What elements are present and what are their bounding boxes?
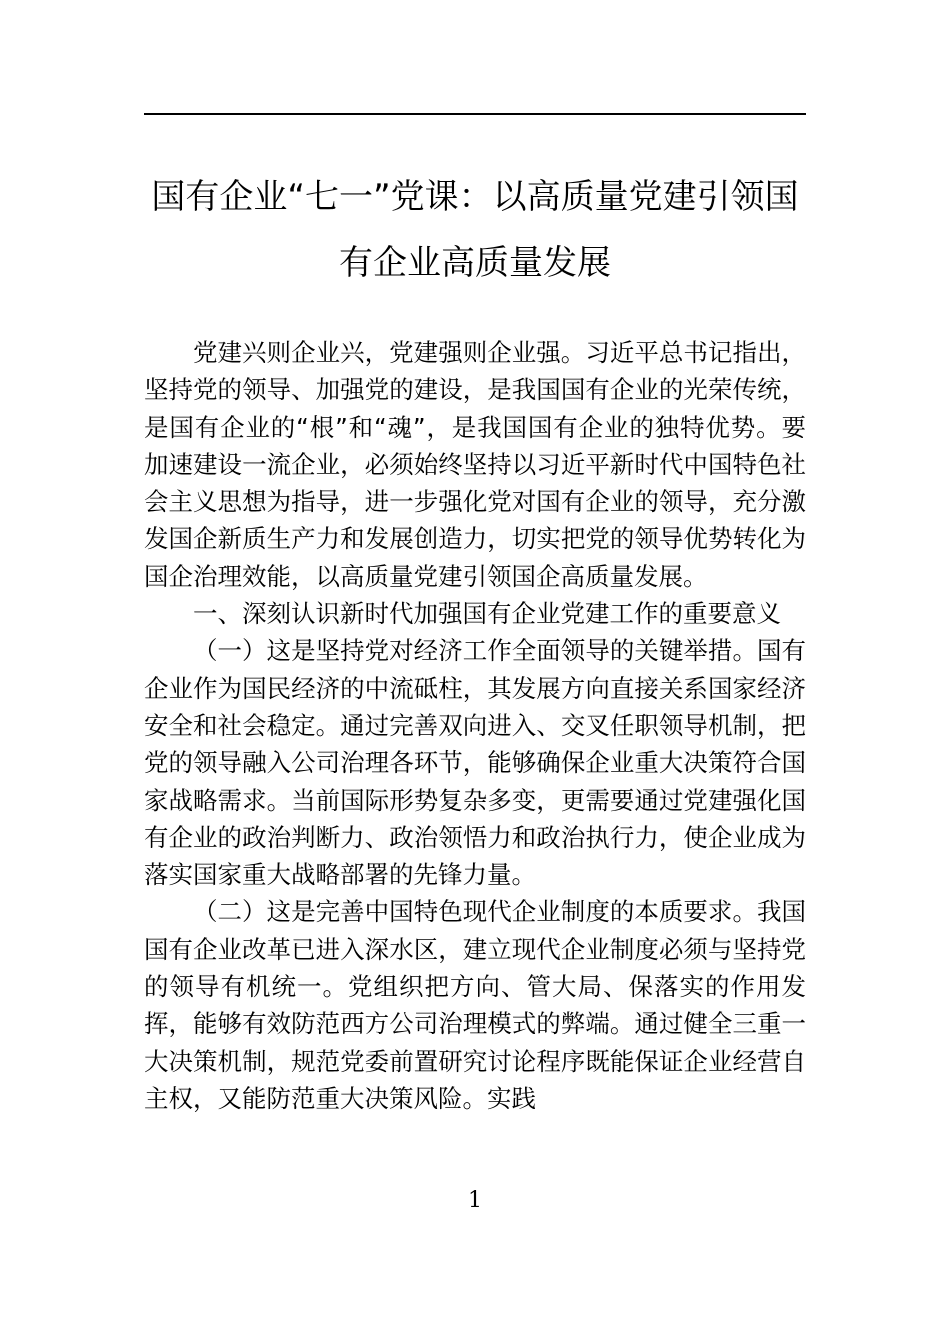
intro-paragraph: 党建兴则企业兴，党建强则企业强。习近平总书记指出，坚持党的领导、加强党的建设，是我国国有企业的光荣传统，是国有企业的“根”和“魂”，是我国国有企业的独特优势。要加速建设一流企业，必须始终坚持以习近平新时代中国特色社会主义思想为指导，进一步强化党对国有企业的领导，充分激发国企新质生产力和发展创造力，切实把党的领导优势转化为国企治理效能，以高质量党建引领国企高质量发展。 [144, 338, 806, 591]
document-body [144, 334, 806, 1117]
document-title: 国有企业“七一”党课：以高质量党建引领国有企业高质量发展 [151, 177, 799, 283]
subsection-text: 我国国有企业改革已进入深水区，建立现代企业制度必须与坚持党的领导有机统一。党组织把方向、管大局、保落实的作用发挥，能够有效防范西方公司治理模式的弊端。通过健全三重一大决策机制，规范党委前置研究讨论程序既能保证企业经营自主权，又能防范重大决策风险。实践 [144, 897, 807, 1113]
page-number: 1 [468, 1188, 482, 1213]
subsection-heading: （二）这是完善中国特色现代企业制度的本质要求。 [193, 897, 757, 927]
subsection-text: 国有企业作为国民经济的中流砥柱，其发展方向直接关系国家经济安全和社会稳定。通过完善双向进入、交叉任职领导机制，把党的领导融入公司治理各环节，能够确保企业重大决策符合国家战略需求。当前国际形势复杂多变，更需要通过党建强化国有企业的政治判断力、政治领悟力和政治执行力，使企业成为落实国家重大战略部署的先锋力量。 [144, 636, 807, 890]
subsection-heading: （一）这是坚持党对经济工作全面领导的关键举措。 [193, 636, 757, 666]
header-rule [144, 113, 806, 115]
section-heading: 一、深刻认识新时代加强国有企业党建工作的重要意义 [193, 599, 781, 629]
subsection-paragraph [144, 632, 806, 893]
subsection-paragraph [144, 893, 806, 1117]
